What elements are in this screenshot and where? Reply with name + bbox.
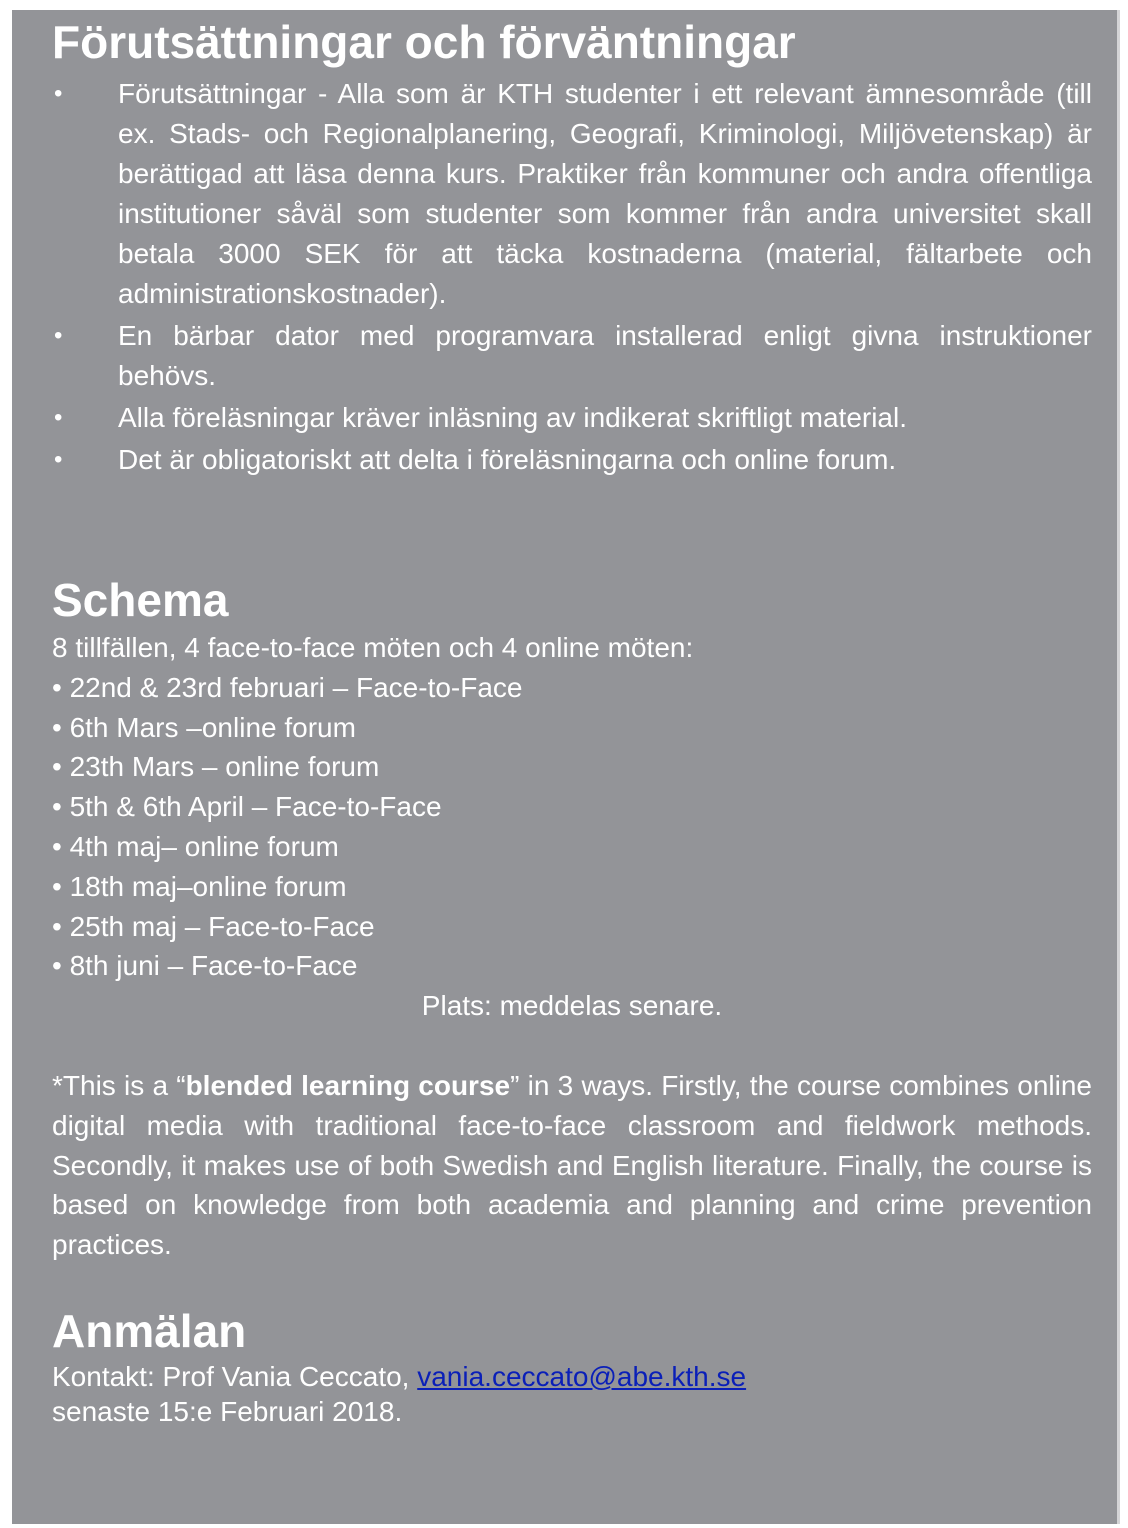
blended-learning-note — [52, 1066, 1092, 1265]
schedule-item: • 4th maj– online forum — [52, 830, 339, 862]
schedule-item: • 22nd & 23rd februari – Face-to-Face — [52, 671, 523, 703]
contact-line — [52, 1359, 1092, 1394]
schedule-item: • 23th Mars – online forum — [52, 751, 380, 783]
blended-prefix: *This is a “ — [52, 1069, 186, 1101]
schedule-item: • 8th juni – Face-to-Face — [52, 950, 358, 982]
schedule-item: • 18th maj–online forum — [52, 870, 347, 902]
blended-bold: blended learning course — [185, 1069, 511, 1101]
schedule-item: • 6th Mars –online forum — [52, 711, 356, 743]
location-note: Plats: meddelas senare. — [421, 990, 723, 1022]
email-link[interactable]: vania.ceccato@abe.kth.se — [417, 1360, 747, 1392]
schedule-item: • 25th maj – Face-to-Face — [52, 910, 375, 942]
panel-content — [52, 10, 1092, 1429]
schedule-intro: 8 tillfällen, 4 face-to-face möten och 4 online möten: — [52, 632, 694, 663]
info-panel — [12, 10, 1120, 1524]
requirement-item: • En bärbar dator med programvara installerad enligt givna instruktioner behövs. — [52, 316, 1092, 396]
requirement-item: • Det är obligatoriskt att delta i föreläsningarna och online forum. — [52, 440, 1092, 480]
section-title-forutsattningar: Förutsättningar och förväntningar — [52, 16, 796, 68]
requirement-item: • Alla föreläsningar kräver inläsning av indikerat skriftligt material. — [52, 398, 1092, 438]
requirements-list — [52, 74, 1092, 480]
section-title-anmalan: Anmälan — [52, 1304, 247, 1357]
requirement-item: • Förutsättningar - Alla som är KTH studenter i ett relevant ämnesområde (till ex. Stads- och Regionalplanering, Geografi, Kriminologi, Miljövetenskap) är berättigad att läsa denna kurs. Praktiker från kommuner och andra offentliga institutioner såväl som studenter som kommer från andra universitet skall betala 3000 SEK för att täcka kostnaderna (material, fältarbete och administrationskostnader). — [52, 74, 1092, 314]
deadline-text: senaste 15:e Februari 2018. — [52, 1395, 403, 1427]
blended-suffix: ” in 3 ways. Firstly, the course combines online digital media with traditional face-to-face classroom and fieldwork methods. Secondly, it makes use of both Swedish and English literature. Finally, the course is based on knowledge from both academia and planning and crime prevention practices. — [52, 1069, 1092, 1261]
schedule-item: • 5th & 6th April – Face-to-Face — [52, 791, 442, 823]
section-title-schema: Schema — [52, 574, 229, 626]
contact-prefix: Kontakt: Prof Vania Ceccato, — [52, 1360, 418, 1392]
